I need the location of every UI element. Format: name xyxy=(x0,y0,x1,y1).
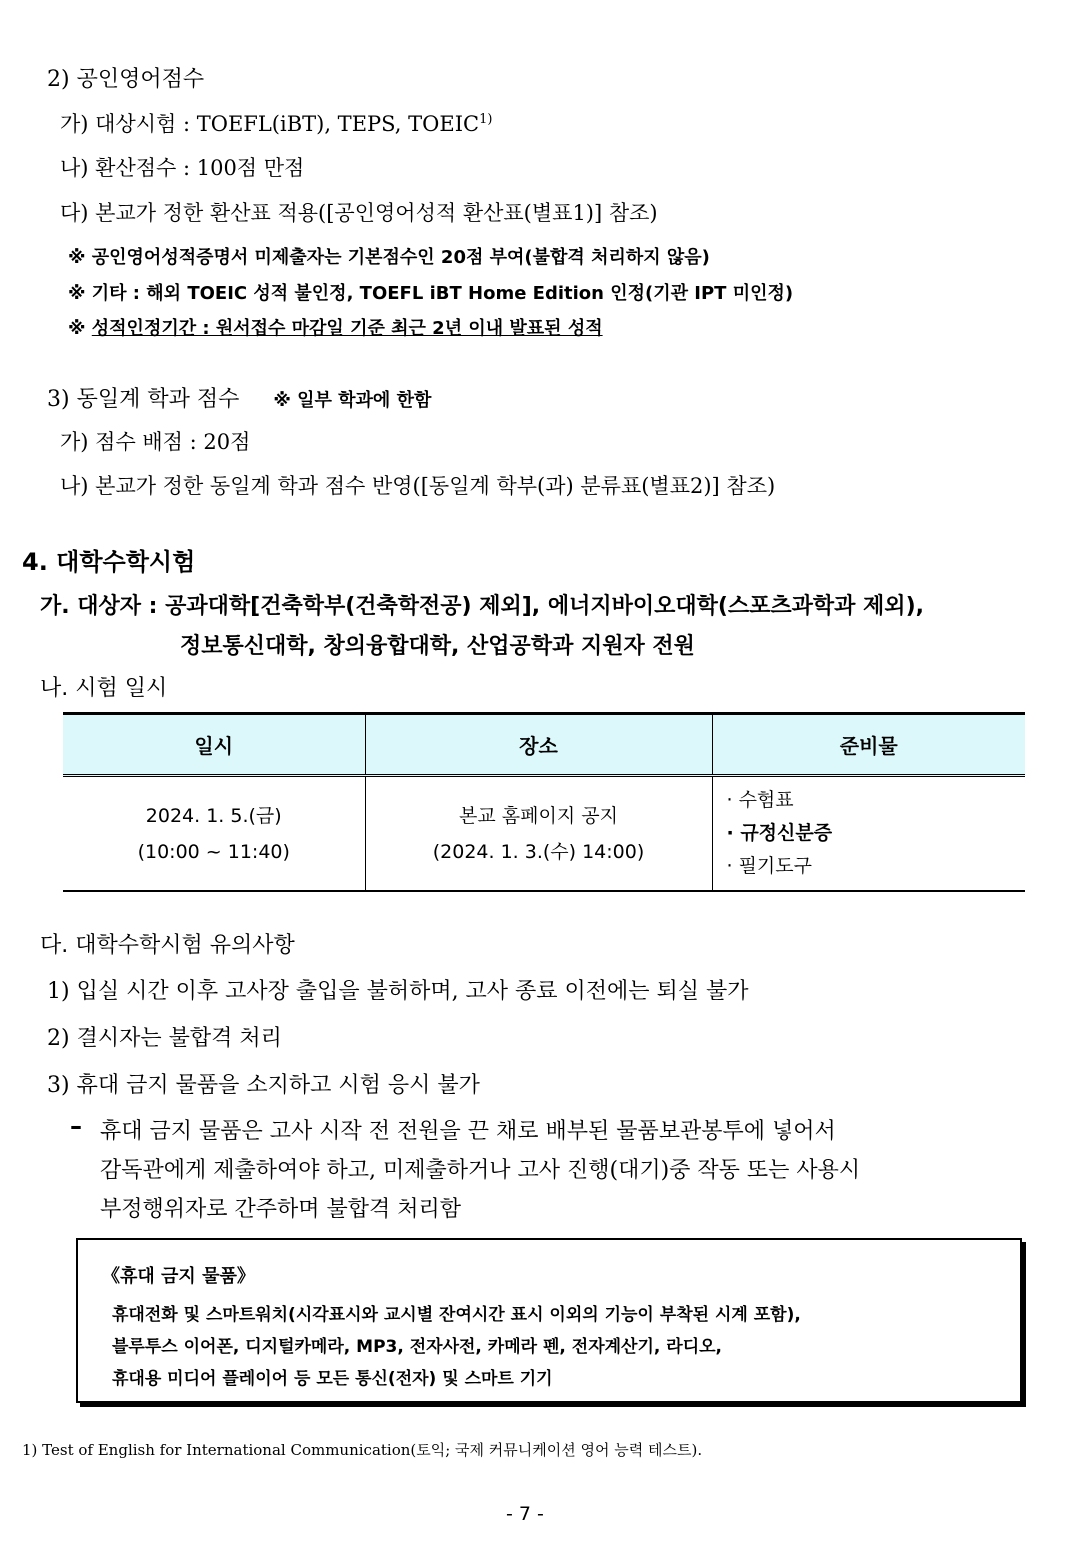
section-heading-english-score: 2) 공인영어점수 xyxy=(47,67,205,92)
prohibited-items-line2: 블루투스 이어폰, 디지털카메라, MP3, 전자사전, 카메라 펜, 전자계산기, 라디오, xyxy=(112,1337,722,1357)
section-heading-same-dept xyxy=(47,382,431,413)
english-note-validity-text: 성적인정기간 : 원서접수 마감일 기준 최근 2년 이내 발표된 성적 xyxy=(91,318,603,339)
prohibited-items-line3: 휴대용 미디어 플레이어 등 모든 통신(전자) 및 스마트 기기 xyxy=(112,1369,553,1389)
rule-prohibited-items: 3) 휴대 금지 물품을 소지하고 시험 응시 불가 xyxy=(47,1073,480,1098)
math-exam-schedule-heading: 나. 시험 일시 xyxy=(40,676,168,701)
footnote: 1) Test of English for International Communication(토익; 국제 커뮤니케이션 영어 능력 테스트). xyxy=(22,1441,703,1459)
page-number: - 7 - xyxy=(506,1503,544,1525)
same-dept-score-reflection: 나) 본교가 정한 동일계 학과 점수 반영([동일계 학부(과) 분류표(별표2)] 참조) xyxy=(60,474,776,498)
detail-line3: 부정행위자로 간주하며 불합격 처리함 xyxy=(100,1197,462,1222)
math-exam-target-line1: 가. 대상자 : 공과대학[건축학부(건축학전공) 제외], 에너지바이오대학(스포츠과학과 제외), xyxy=(40,594,924,619)
rule-entry: 1) 입실 시간 이후 고사장 출입을 불허하며, 고사 종료 이전에는 퇴실 불가 xyxy=(47,979,749,1004)
supply-item: · 규정신분증 xyxy=(726,822,833,844)
exam-schedule-table xyxy=(63,712,1025,892)
header-place: 장소 xyxy=(365,714,712,776)
math-exam-notes-heading: 다. 대학수학시험 유의사항 xyxy=(40,933,295,958)
prohibited-items-title: 《휴대 금지 물품》 xyxy=(102,1266,255,1287)
exam-date: 2024. 1. 5.(금) xyxy=(145,804,282,827)
detail-line1: 휴대 금지 물품은 고사 시작 전 전원을 끈 채로 배부된 물품보관봉투에 넣어서 xyxy=(100,1119,836,1144)
cell-place xyxy=(365,776,712,892)
section-heading-math-exam: 4. 대학수학시험 xyxy=(22,548,196,576)
detail-line2: 감독관에게 제출하여야 하고, 미제출하거나 고사 진행(대기)중 작동 또는 사용시 xyxy=(100,1158,861,1183)
english-target-tests-text: 가) 대상시험 : TOEFL(iBT), TEPS, TOEIC xyxy=(60,112,480,136)
english-conversion-table-ref: 다) 본교가 정한 환산표 적용([공인영어성적 환산표(별표1)] 참조) xyxy=(60,201,658,225)
header-supplies: 준비물 xyxy=(712,714,1025,776)
cell-supplies xyxy=(712,776,1025,892)
note-mark: ※ xyxy=(68,318,86,339)
rule-absentee: 2) 결시자는 불합격 처리 xyxy=(47,1026,282,1051)
exam-place: 본교 홈페이지 공지 xyxy=(459,804,618,827)
same-dept-heading-text: 3) 동일계 학과 점수 xyxy=(47,387,240,412)
math-exam-target-line2: 정보통신대학, 창의융합대학, 산업공학과 지원자 전원 xyxy=(180,634,695,659)
prohibited-items-line1: 휴대전화 및 스마트워치(시각표시와 교시별 잔여시간 표시 이외의 기능이 부착된 시계 포함), xyxy=(112,1305,801,1325)
english-target-tests xyxy=(60,108,492,138)
table-header-row xyxy=(63,714,1025,776)
prohibited-items-box xyxy=(76,1238,1022,1403)
english-note-validity xyxy=(68,314,603,340)
same-dept-score-allocation: 가) 점수 배점 : 20점 xyxy=(60,430,251,454)
table-row xyxy=(63,776,1025,892)
exam-time: (10:00 ~ 11:40) xyxy=(137,840,290,863)
english-converted-score: 나) 환산점수 : 100점 만점 xyxy=(60,156,305,180)
cell-date xyxy=(63,776,365,892)
english-note-default-score: ※ 공인영어성적증명서 미제출자는 기본점수인 20점 부여(불합격 처리하지 않음) xyxy=(68,247,710,268)
supply-item: · 수험표 xyxy=(726,789,794,811)
footnote-ref: 1) xyxy=(479,112,493,127)
header-date: 일시 xyxy=(63,714,365,776)
same-dept-heading-note: ※ 일부 학과에 한함 xyxy=(273,390,432,411)
exam-place-notice-date: (2024. 1. 3.(수) 14:00) xyxy=(432,840,645,863)
detail-dash: – xyxy=(70,1112,82,1140)
english-note-overseas: ※ 기타 : 해외 TOEIC 성적 불인정, TOEFL iBT Home Edition 인정(기관 IPT 미인정) xyxy=(68,283,794,304)
supply-item: · 필기도구 xyxy=(726,855,812,877)
